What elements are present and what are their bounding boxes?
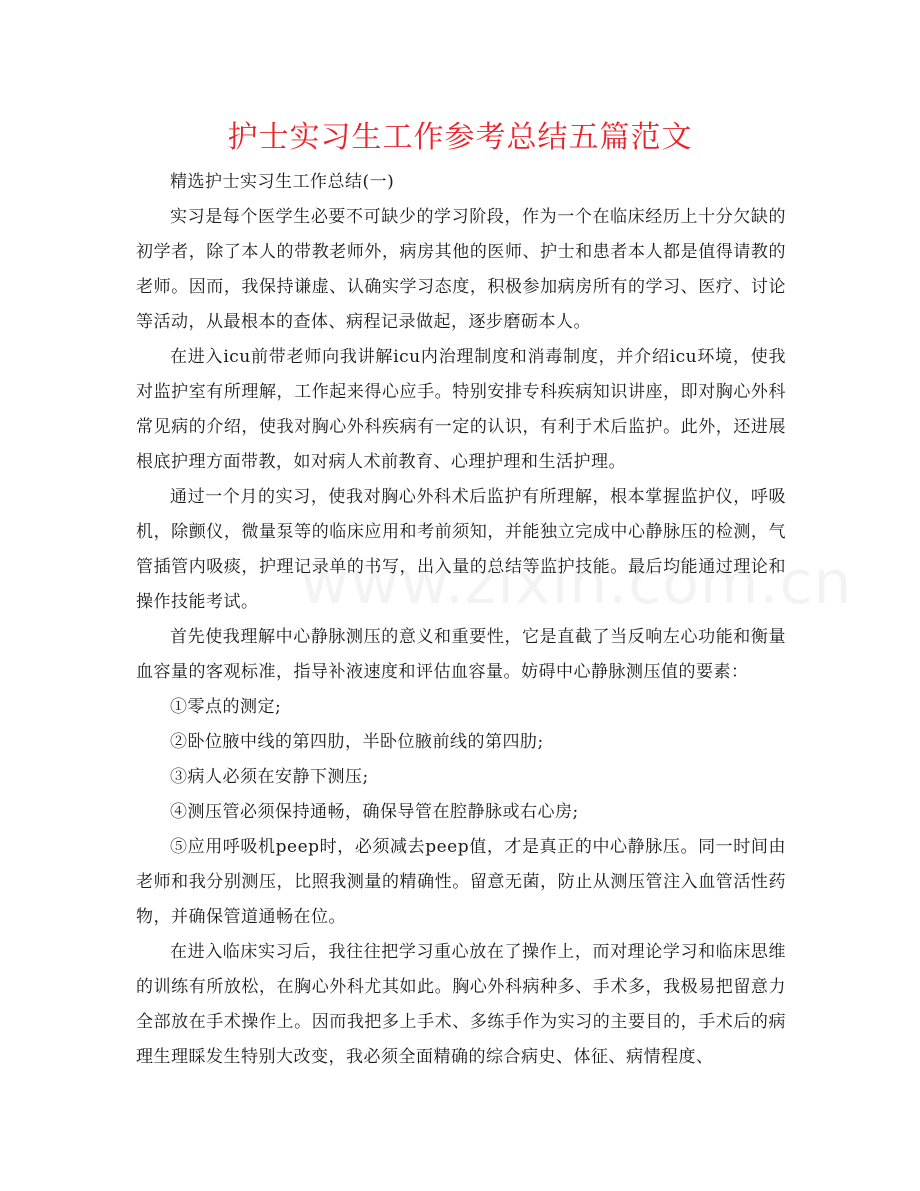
list-item: ②卧位腋中线的第四肋，半卧位腋前线的第四肋; [170,732,544,752]
paragraph: 通过一个月的实习，使我对胸心外科术后监护有所理解，根本掌握监护仪，呼吸机，除颤仪，微量泵等的临床应用和考前须知，并能独立完成中心静脉压的检测，气管插管内吸痰，护理记录单的书写，出入量的总结等监护技能。最后均能通过理论和操作技能考试。 [136,487,786,612]
document-body [136,165,786,1075]
paragraph: 首先使我理解中心静脉测压的意义和重要性，它是直截了当反响左心功能和衡量血容量的客观标准，指导补液速度和评估血容量。妨碍中心静脉测压值的要素： [136,627,786,682]
list-item: ⑤应用呼吸机peep时，必须减去peep值，才是真正的中心静脉压。同一时间由老师和我分别测压，比照我测量的精确性。留意无菌，防止从测压管注入血管活性药物，并确保管道通畅在位。 [136,837,786,927]
document-title: 护士实习生工作参考总结五篇范文 [227,120,693,155]
paragraph: 实习是每个医学生必要不可缺少的学习阶段，作为一个在临床经历上十分欠缺的初学者，除了本人的带教老师外，病房其他的医师、护士和患者本人都是值得请教的老师。因而，我保持谦虚、认确实学习态度，积极参加病房所有的学习、医疗、讨论等活动，从最根本的查体、病程记录做起，逐步磨砺本人。 [136,207,786,332]
list-item: ①零点的测定; [170,697,282,717]
list-item: ④测压管必须保持通畅，确保导管在腔静脉或右心房; [170,802,579,822]
list-item: ③病人必须在安静下测压; [170,767,369,787]
section-heading: 精选护士实习生工作总结(一) [170,172,395,192]
paragraph: 在进入临床实习后，我往往把学习重心放在了操作上，而对理论学习和临床思维的训练有所放松，在胸心外科尤其如此。胸心外科病种多、手术多，我极易把留意力全部放在手术操作上。因而我把多上手术、多练手作为实习的主要目的，手术后的病理生理睬发生特别大改变，我必须全面精确的综合病史、体征、病情程度、 [136,942,786,1067]
paragraph: 在进入icu前带老师向我讲解icu内治理制度和消毒制度，并介绍icu环境，使我对监护室有所理解，工作起来得心应手。特别安排专科疾病知识讲座，即对胸心外科常见病的介绍，使我对胸心外科疾病有一定的认识，有利于术后监护。此外，还进展根底护理方面带教，如对病人术前教育、心理护理和生活护理。 [136,347,786,472]
